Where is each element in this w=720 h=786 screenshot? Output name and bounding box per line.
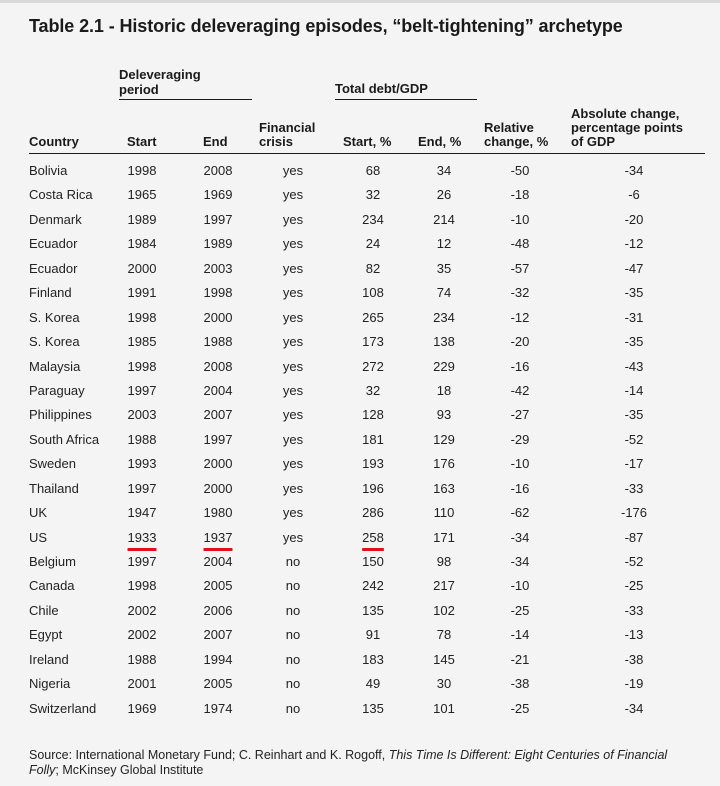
column-header-country: Country <box>29 134 79 149</box>
cell-start-year: 1998 <box>127 163 157 178</box>
cell-absolute-change: -6 <box>628 187 640 203</box>
cell-debt-start: 82 <box>365 260 381 276</box>
cell-financial-crisis: yes <box>282 309 304 325</box>
cell-end-year: 1998 <box>203 285 233 301</box>
cell-financial-crisis: yes <box>282 163 304 178</box>
cell-debt-end: 93 <box>436 407 452 423</box>
cell-relative-change: -48 <box>510 236 530 252</box>
source-book-title: This Time Is Different: Eight Centuries of Financial Folly <box>29 748 668 777</box>
cell-end-year: 2000 <box>203 480 233 496</box>
cell-relative-change: -29 <box>510 431 530 447</box>
cell-debt-start: 234 <box>362 211 384 227</box>
cell-end-year: 1980 <box>203 505 233 521</box>
cell-country: Thailand <box>29 480 79 496</box>
cell-start-year: 1947 <box>127 505 157 521</box>
cell-financial-crisis: yes <box>282 236 304 252</box>
cell-financial-crisis: no <box>285 602 301 618</box>
cell-debt-end: 110 <box>433 505 455 521</box>
group-header-line: period <box>119 82 159 97</box>
cell-relative-change: -62 <box>510 505 530 521</box>
header-line: Relative <box>484 120 534 135</box>
cell-end-year: 1988 <box>203 334 233 350</box>
cell-absolute-change: -33 <box>624 602 644 618</box>
cell-relative-change: -14 <box>510 627 530 643</box>
cell-end-year: 2007 <box>203 407 233 423</box>
cell-absolute-change: -20 <box>624 211 644 227</box>
cell-debt-start: 108 <box>362 285 384 301</box>
cell-absolute-change: -87 <box>624 529 644 545</box>
cell-debt-end: 129 <box>433 431 455 447</box>
cell-absolute-change: -25 <box>624 578 644 594</box>
cell-absolute-change: -19 <box>624 676 644 692</box>
cell-country: South Africa <box>29 431 100 447</box>
cell-debt-end: 98 <box>436 554 452 569</box>
table-row <box>0 622 720 646</box>
cell-financial-crisis: no <box>285 700 301 716</box>
cell-relative-change: -10 <box>510 456 530 472</box>
cell-country: Denmark <box>29 211 82 227</box>
cell-debt-start: 258 <box>362 529 384 545</box>
cell-financial-crisis: yes <box>282 382 304 398</box>
cell-relative-change: -16 <box>510 480 530 496</box>
source-prefix: Source: International Monetary Fund; C. Reinhart and K. Rogoff, <box>29 748 389 762</box>
cell-absolute-change: -52 <box>624 431 644 447</box>
table-row <box>0 207 720 231</box>
cell-financial-crisis: no <box>285 651 301 667</box>
cell-debt-end: 34 <box>436 163 452 178</box>
cell-country: Ecuador <box>29 236 78 252</box>
cell-debt-start: 91 <box>365 627 381 643</box>
header-line: percentage points <box>571 120 683 135</box>
cell-end-year: 2004 <box>203 554 233 569</box>
cell-financial-crisis: no <box>285 676 301 692</box>
cell-end-year: 1997 <box>203 431 233 447</box>
cell-absolute-change: -31 <box>624 309 644 325</box>
cell-country: Malaysia <box>29 358 81 374</box>
top-edge-strip <box>0 0 720 3</box>
cell-end-year: 2004 <box>203 382 233 398</box>
cell-end-year: 1974 <box>203 700 233 716</box>
cell-debt-start: 272 <box>362 358 384 374</box>
table-row <box>0 525 720 549</box>
table-row <box>0 354 720 378</box>
cell-country: UK <box>29 505 48 521</box>
cell-country: Nigeria <box>29 676 71 692</box>
cell-relative-change: -42 <box>510 382 530 398</box>
source-suffix: ; McKinsey Global Institute <box>55 763 204 777</box>
column-header-debt-start: Start, % <box>343 134 392 149</box>
cell-end-year: 1989 <box>203 236 233 252</box>
cell-financial-crisis: no <box>285 627 301 643</box>
header-line: change, % <box>484 134 549 149</box>
cell-financial-crisis: yes <box>282 407 304 423</box>
table-row <box>0 696 720 720</box>
cell-start-year: 1993 <box>127 456 157 472</box>
cell-country: Ecuador <box>29 260 78 276</box>
cell-financial-crisis: yes <box>282 285 304 301</box>
cell-debt-end: 176 <box>433 456 455 472</box>
cell-relative-change: -34 <box>510 529 530 545</box>
cell-country: Egypt <box>29 627 63 643</box>
cell-end-year: 2003 <box>203 260 233 276</box>
column-header-financial-crisis <box>259 121 315 149</box>
cell-start-year: 1985 <box>127 334 157 350</box>
cell-financial-crisis: yes <box>282 187 304 203</box>
cell-end-year: 1997 <box>203 211 233 227</box>
cell-country: Sweden <box>29 456 76 472</box>
cell-country: Canada <box>29 578 75 594</box>
header-line: Financial <box>259 120 316 135</box>
cell-absolute-change: -43 <box>624 358 644 374</box>
cell-debt-start: 24 <box>365 236 381 252</box>
cell-debt-start: 32 <box>365 187 381 203</box>
cell-end-year: 2000 <box>203 456 233 472</box>
cell-financial-crisis: yes <box>282 358 304 374</box>
cell-start-year: 1998 <box>127 309 157 325</box>
cell-absolute-change: -34 <box>624 163 644 178</box>
cell-debt-start: 286 <box>362 505 384 521</box>
cell-absolute-change: -35 <box>624 285 644 301</box>
cell-debt-end: 163 <box>433 480 455 496</box>
cell-debt-end: 78 <box>436 627 452 643</box>
cell-debt-end: 12 <box>436 236 452 252</box>
cell-absolute-change: -14 <box>624 382 644 398</box>
cell-relative-change: -32 <box>510 285 530 301</box>
cell-end-year: 2000 <box>203 309 233 325</box>
cell-start-year: 2001 <box>127 676 157 692</box>
cell-debt-start: 68 <box>365 163 381 178</box>
cell-start-year: 1998 <box>127 578 157 594</box>
cell-financial-crisis: yes <box>282 456 304 472</box>
cell-financial-crisis: yes <box>282 260 304 276</box>
cell-start-year: 1969 <box>127 700 157 716</box>
cell-relative-change: -20 <box>510 334 530 350</box>
deleveraging-period-group-header <box>119 67 252 97</box>
cell-absolute-change: -52 <box>624 554 644 569</box>
cell-debt-start: 135 <box>362 602 384 618</box>
table-row <box>0 671 720 695</box>
cell-relative-change: -50 <box>510 163 530 178</box>
table-row <box>0 500 720 524</box>
cell-debt-end: 234 <box>433 309 455 325</box>
cell-country: US <box>29 529 48 545</box>
cell-financial-crisis: yes <box>282 431 304 447</box>
cell-start-year: 1989 <box>127 211 157 227</box>
table-row <box>0 256 720 280</box>
table-row <box>0 427 720 451</box>
table-row <box>0 231 720 255</box>
cell-debt-start: 265 <box>362 309 384 325</box>
cell-financial-crisis: yes <box>282 529 304 545</box>
cell-debt-start: 196 <box>362 480 384 496</box>
header-rule <box>29 153 705 154</box>
cell-absolute-change: -34 <box>624 700 644 716</box>
cell-country: Costa Rica <box>29 187 93 203</box>
cell-debt-start: 242 <box>362 578 384 594</box>
total-debt-group-header: Total debt/GDP <box>335 81 428 96</box>
cell-country: S. Korea <box>29 334 80 350</box>
cell-debt-end: 35 <box>436 260 452 276</box>
table-row <box>0 476 720 500</box>
cell-relative-change: -12 <box>510 309 530 325</box>
cell-end-year: 2008 <box>203 358 233 374</box>
cell-end-year: 1969 <box>203 187 233 203</box>
cell-country: Bolivia <box>29 163 68 178</box>
cell-country: Chile <box>29 602 59 618</box>
cell-country: Finland <box>29 285 72 301</box>
cell-start-year: 1998 <box>127 358 157 374</box>
cell-start-year: 2002 <box>127 602 157 618</box>
cell-debt-end: 217 <box>433 578 455 594</box>
cell-debt-end: 229 <box>433 358 455 374</box>
cell-relative-change: -27 <box>510 407 530 423</box>
cell-start-year: 1997 <box>127 554 157 569</box>
cell-debt-end: 138 <box>433 334 455 350</box>
cell-country: Paraguay <box>29 382 85 398</box>
cell-debt-end: 74 <box>436 285 452 301</box>
table-row <box>0 451 720 475</box>
cell-start-year: 2002 <box>127 627 157 643</box>
cell-relative-change: -34 <box>510 554 530 569</box>
cell-relative-change: -10 <box>510 211 530 227</box>
cell-absolute-change: -12 <box>624 236 644 252</box>
table-row <box>0 647 720 671</box>
cell-relative-change: -38 <box>510 676 530 692</box>
cell-start-year: 2000 <box>127 260 157 276</box>
cell-relative-change: -18 <box>510 187 530 203</box>
cell-start-year: 1988 <box>127 651 157 667</box>
table-row <box>0 402 720 426</box>
column-header-start: Start <box>127 134 157 149</box>
table-row <box>0 182 720 206</box>
cell-debt-end: 102 <box>433 602 455 618</box>
cell-debt-start: 150 <box>362 554 384 569</box>
cell-debt-start: 193 <box>362 456 384 472</box>
cell-end-year: 1937 <box>203 529 233 545</box>
cell-start-year: 1984 <box>127 236 157 252</box>
cell-financial-crisis: no <box>285 578 301 594</box>
cell-country: Belgium <box>29 554 76 569</box>
cell-start-year: 2003 <box>127 407 157 423</box>
cell-debt-start: 181 <box>362 431 384 447</box>
cell-start-year: 1997 <box>127 480 157 496</box>
cell-financial-crisis: yes <box>282 505 304 521</box>
header-line: Absolute change, <box>571 106 680 121</box>
table-row <box>0 280 720 304</box>
table-row <box>0 549 720 573</box>
cell-debt-start: 183 <box>362 651 384 667</box>
cell-start-year: 1988 <box>127 431 157 447</box>
cell-country: Ireland <box>29 651 69 667</box>
cell-absolute-change: -35 <box>624 334 644 350</box>
cell-absolute-change: -47 <box>624 260 644 276</box>
total-debt-group-rule <box>335 99 477 100</box>
cell-financial-crisis: yes <box>282 334 304 350</box>
cell-start-year: 1965 <box>127 187 157 203</box>
cell-start-year: 1991 <box>127 285 157 301</box>
cell-relative-change: -21 <box>510 651 530 667</box>
cell-financial-crisis: yes <box>282 211 304 227</box>
header-line: crisis <box>259 134 293 149</box>
cell-debt-end: 145 <box>433 651 455 667</box>
cell-financial-crisis: no <box>285 554 301 569</box>
table-row <box>0 158 720 182</box>
cell-debt-end: 214 <box>433 211 455 227</box>
cell-relative-change: -10 <box>510 578 530 594</box>
cell-absolute-change: -13 <box>624 627 644 643</box>
cell-debt-end: 30 <box>436 676 452 692</box>
cell-debt-end: 171 <box>433 529 455 545</box>
cell-relative-change: -57 <box>510 260 530 276</box>
table-row <box>0 598 720 622</box>
table-title: Table 2.1 - Historic deleveraging episodes, “belt-tightening” archetype <box>29 16 623 36</box>
cell-debt-start: 49 <box>365 676 381 692</box>
cell-absolute-change: -176 <box>620 505 648 521</box>
cell-debt-end: 18 <box>436 382 452 398</box>
table-row <box>0 573 720 597</box>
cell-financial-crisis: yes <box>282 480 304 496</box>
cell-end-year: 2008 <box>203 163 233 178</box>
cell-absolute-change: -17 <box>624 456 644 472</box>
cell-debt-start: 173 <box>362 334 384 350</box>
cell-end-year: 1994 <box>203 651 233 667</box>
cell-debt-start: 32 <box>365 382 381 398</box>
cell-end-year: 2006 <box>203 602 233 618</box>
source-note <box>29 748 699 778</box>
column-header-relative-change <box>484 121 548 149</box>
header-line: of GDP <box>571 134 616 149</box>
table-row <box>0 378 720 402</box>
cell-absolute-change: -38 <box>624 651 644 667</box>
cell-relative-change: -25 <box>510 700 530 716</box>
cell-debt-start: 135 <box>362 700 384 716</box>
cell-absolute-change: -35 <box>624 407 644 423</box>
cell-end-year: 2005 <box>203 676 233 692</box>
group-header-line: Deleveraging <box>119 67 201 82</box>
cell-debt-end: 101 <box>433 700 455 716</box>
deleveraging-group-rule <box>119 99 252 100</box>
column-header-debt-end: End, % <box>418 134 462 149</box>
table-body <box>0 158 720 720</box>
table-row <box>0 329 720 353</box>
cell-country: Philippines <box>29 407 92 423</box>
cell-start-year: 1997 <box>127 382 157 398</box>
cell-debt-start: 128 <box>362 407 384 423</box>
column-header-absolute-change <box>571 107 683 149</box>
cell-country: Switzerland <box>29 700 97 716</box>
cell-country: S. Korea <box>29 309 80 325</box>
cell-end-year: 2005 <box>203 578 233 594</box>
column-header-end: End <box>203 134 228 149</box>
cell-end-year: 2007 <box>203 627 233 643</box>
cell-start-year: 1933 <box>127 529 157 545</box>
cell-debt-end: 26 <box>436 187 452 203</box>
table-row <box>0 305 720 329</box>
cell-relative-change: -16 <box>510 358 530 374</box>
cell-absolute-change: -33 <box>624 480 644 496</box>
cell-relative-change: -25 <box>510 602 530 618</box>
